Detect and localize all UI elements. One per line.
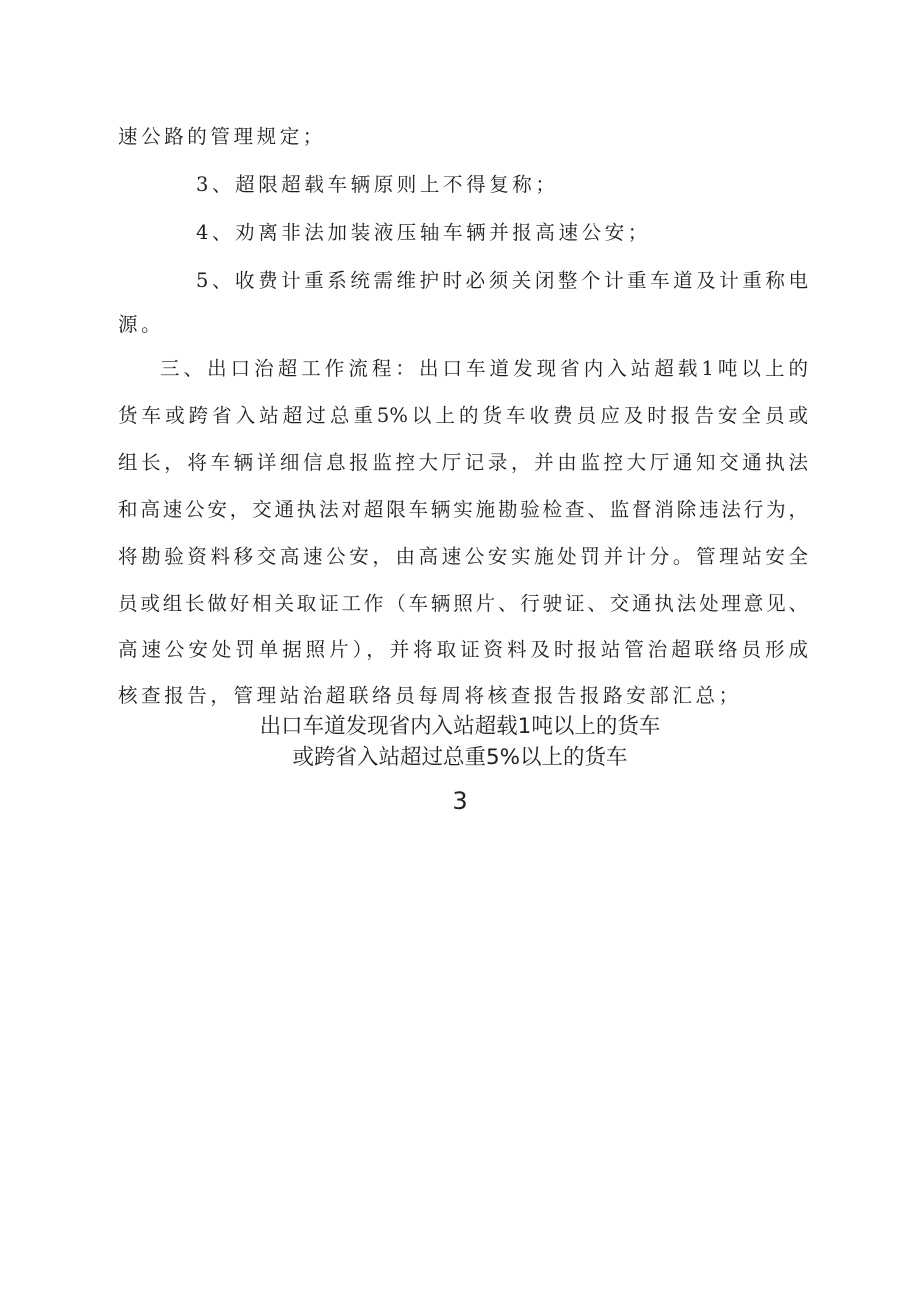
list-item-3: 3、超限超载车辆原则上不得复称；: [196, 173, 559, 196]
list-item-5-continuation: 源。: [118, 313, 165, 336]
section-three-line-4: 和高速公安，交通执法对超限车辆实施勘验检查、监督消除违法行为，: [118, 498, 808, 521]
section-three-line-7: 高速公安处罚单据照片），并将取证资料及时报站管治超联络员形成: [118, 638, 808, 661]
section-three-line-8: 核查报告，管理站治超联络员每周将核查报告报路安部汇总；: [118, 684, 742, 707]
section-three-line-6: 员或组长做好相关取证工作（车辆照片、行驶证、交通执法处理意见、: [118, 592, 808, 615]
section-three-line-5: 将勘验资料移交高速公安，由高速公安实施处罚并计分。管理站安全: [118, 545, 808, 568]
section-three-heading-line: 三、出口治超工作流程：出口车道发现省内入站超载1吨以上的: [160, 357, 808, 380]
list-item-5: 5、收费计重系统需维护时必须关闭整个计重车道及计重称电: [196, 269, 808, 292]
section-three-line-2: 货车或跨省入站超过总重5%以上的货车收费员应及时报告安全员或: [118, 404, 808, 427]
list-item-4: 4、劝离非法加装液压轴车辆并报高速公安；: [196, 221, 651, 244]
text-line-1: 速公路的管理规定；: [118, 125, 326, 148]
page-number: 3: [452, 787, 468, 815]
flowchart-box-text-line-2: 或跨省入站超过总重5%以上的货车: [292, 745, 628, 770]
section-three-line-3: 组长，将车辆详细信息报监控大厅记录，并由监控大厅通知交通执法: [118, 451, 808, 474]
flowchart-box-text-line-1: 出口车道发现省内入站超载1吨以上的货车: [259, 714, 661, 739]
